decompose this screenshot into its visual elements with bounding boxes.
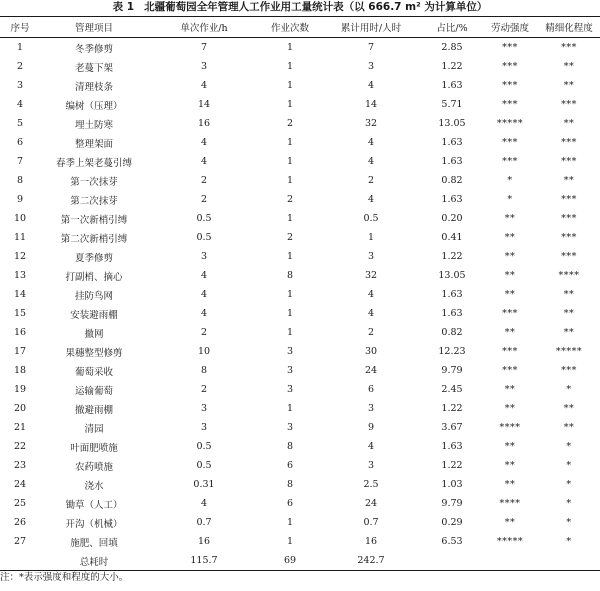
times-cell: 3: [286, 346, 294, 357]
total-hours-cell: 32: [364, 118, 378, 129]
refinement-cell: *: [566, 384, 572, 395]
unit-hours-cell: 0.7: [196, 517, 212, 528]
percent-cell: 6.53: [441, 536, 463, 547]
total-hours-cell: 6: [367, 384, 375, 395]
unit-hours-cell: 4: [200, 498, 208, 509]
refinement-cell: *: [566, 460, 572, 471]
unit-hours-cell: 16: [197, 118, 211, 129]
unit-hours-cell: 2: [200, 384, 208, 395]
table-row: [0, 418, 600, 437]
percent-cell: 1.63: [441, 289, 463, 300]
labor-intensity-cell: *****: [496, 118, 524, 129]
item-cell: 夏季修剪: [74, 252, 113, 264]
labor-intensity-cell: ***: [502, 61, 518, 72]
item-cell: 运输葡萄: [74, 385, 113, 397]
refinement-cell: *: [566, 517, 572, 528]
item-cell: 浇水: [84, 480, 104, 492]
refinement-cell: *: [566, 498, 572, 509]
unit-hours-cell: 0.5: [196, 460, 212, 471]
times-cell: 1: [286, 42, 294, 53]
serial-cell: 26: [13, 517, 27, 528]
table-row: [0, 304, 600, 323]
serial-cell: 14: [13, 289, 27, 300]
item-cell: 清园: [84, 423, 104, 435]
refinement-cell: ****: [558, 270, 580, 281]
labor-statistics-table: [0, 16, 600, 571]
unit-hours-cell: 4: [200, 80, 208, 91]
labor-intensity-cell: **: [504, 384, 516, 395]
refinement-cell: ***: [561, 365, 577, 376]
refinement-cell: *****: [555, 346, 583, 357]
labor-intensity-cell: *: [507, 194, 513, 205]
table-row: [0, 171, 600, 190]
refinement-cell: **: [563, 80, 575, 91]
total-refinement-cell: [538, 551, 600, 571]
refinement-cell: **: [563, 308, 575, 319]
serial-cell: 2: [16, 61, 24, 72]
serial-cell: 10: [13, 213, 27, 224]
labor-intensity-cell: ***: [502, 99, 518, 110]
labor-intensity-cell: **: [504, 289, 516, 300]
unit-hours-cell: 16: [197, 536, 211, 547]
times-cell: 1: [286, 289, 294, 300]
table-number: 表 1: [112, 1, 135, 13]
serial-cell: 3: [16, 80, 24, 91]
serial-cell: 17: [13, 346, 27, 357]
times-cell: 6: [286, 498, 294, 509]
total-hours-cell: 9: [367, 422, 375, 433]
refinement-cell: **: [563, 327, 575, 338]
item-cell: 清理枝条: [74, 81, 113, 93]
unit-hours-cell: 2: [200, 175, 208, 186]
times-cell: 3: [286, 422, 294, 433]
total-hours: 242.7: [320, 551, 422, 571]
total-hours-cell: 3: [367, 61, 375, 72]
times-cell: 1: [286, 99, 294, 110]
item-cell: 第二次新梢引缚: [60, 233, 128, 245]
refinement-cell: ***: [561, 232, 577, 243]
total-hours-cell: 2.5: [363, 479, 379, 490]
item-cell: 春季上架老蔓引缚: [55, 157, 132, 169]
item-cell: 挂防鸟网: [74, 290, 113, 302]
labor-intensity-cell: ***: [502, 308, 518, 319]
times-cell: 1: [286, 61, 294, 72]
times-cell: 1: [286, 251, 294, 262]
total-hours-cell: 4: [367, 289, 375, 300]
percent-cell: 2.45: [441, 384, 463, 395]
table-header-row: [0, 17, 600, 38]
percent-cell: 1.63: [441, 194, 463, 205]
serial-cell: 8: [16, 175, 24, 186]
labor-intensity-cell: *: [507, 175, 513, 186]
table-row: [0, 152, 600, 171]
total-hours-cell: 16: [364, 536, 378, 547]
unit-hours-cell: 2: [200, 327, 208, 338]
times-cell: 1: [286, 403, 294, 414]
times-cell: 8: [286, 479, 294, 490]
total-hours-cell: 2: [367, 175, 375, 186]
unit-hours-cell: 2: [200, 194, 208, 205]
times-cell: 1: [286, 137, 294, 148]
total-hours-cell: 0.7: [363, 517, 379, 528]
total-unit-hours: 115.7: [148, 551, 260, 571]
total-times: 69: [260, 551, 320, 571]
table-unit-note: （以 666.7 m² 为计算单位）: [343, 1, 488, 13]
item-cell: 第一次新梢引缚: [60, 214, 128, 226]
refinement-cell: ***: [561, 137, 577, 148]
unit-hours-cell: 0.5: [196, 441, 212, 452]
percent-cell: 1.63: [441, 156, 463, 167]
item-cell: 葡萄采收: [74, 366, 113, 378]
total-row: [0, 551, 600, 571]
percent-cell: 1.63: [441, 308, 463, 319]
unit-hours-cell: 3: [200, 61, 208, 72]
unit-hours-cell: 14: [197, 99, 211, 110]
refinement-cell: ***: [561, 99, 577, 110]
times-cell: 3: [286, 384, 294, 395]
labor-intensity-cell: ****: [499, 422, 521, 433]
refinement-cell: **: [563, 175, 575, 186]
times-cell: 1: [286, 308, 294, 319]
refinement-cell: ***: [561, 251, 577, 262]
total-hours-cell: 14: [364, 99, 378, 110]
table-row: [0, 76, 600, 95]
times-cell: 2: [286, 232, 294, 243]
serial-cell: 20: [13, 403, 27, 414]
total-percent-cell: [422, 551, 482, 571]
unit-hours-cell: 4: [200, 137, 208, 148]
times-cell: 2: [286, 118, 294, 129]
table-row: [0, 532, 600, 551]
labor-intensity-cell: **: [504, 213, 516, 224]
table-row: [0, 494, 600, 513]
item-cell: 埋土防寒: [74, 119, 113, 131]
table-row: [0, 456, 600, 475]
labor-intensity-cell: **: [504, 479, 516, 490]
table-row: [0, 95, 600, 114]
item-cell: 果穗整型修剪: [65, 347, 123, 359]
header-total-hours: 累计用时/人时: [320, 17, 422, 38]
percent-cell: 1.63: [441, 137, 463, 148]
times-cell: 1: [286, 156, 294, 167]
total-hours-cell: 4: [367, 441, 375, 452]
refinement-cell: ***: [561, 213, 577, 224]
refinement-cell: **: [563, 61, 575, 72]
serial-cell: 11: [13, 232, 27, 243]
percent-cell: 1.22: [441, 251, 463, 262]
serial-cell: 19: [13, 384, 27, 395]
labor-intensity-cell: ***: [502, 365, 518, 376]
serial-cell: 6: [16, 137, 24, 148]
item-cell: 打副梢、摘心: [65, 271, 123, 283]
item-cell: 整理架面: [74, 138, 113, 150]
percent-cell: 13.05: [438, 270, 466, 281]
total-hours-cell: 24: [364, 365, 378, 376]
labor-intensity-cell: ****: [499, 498, 521, 509]
table-row: [0, 209, 600, 228]
total-hours-cell: 4: [367, 80, 375, 91]
percent-cell: 13.05: [438, 118, 466, 129]
labor-intensity-cell: **: [504, 460, 516, 471]
times-cell: 1: [286, 327, 294, 338]
labor-intensity-cell: **: [504, 251, 516, 262]
unit-hours-cell: 8: [200, 365, 208, 376]
table-row: [0, 114, 600, 133]
unit-hours-cell: 4: [200, 270, 208, 281]
total-hours-cell: 4: [367, 308, 375, 319]
serial-cell: 12: [13, 251, 27, 262]
refinement-cell: **: [563, 118, 575, 129]
table-row: [0, 437, 600, 456]
serial-cell: 7: [16, 156, 24, 167]
percent-cell: 9.79: [441, 498, 463, 509]
times-cell: 1: [286, 175, 294, 186]
percent-cell: 0.29: [441, 517, 463, 528]
table-row: [0, 38, 600, 58]
serial-cell: 23: [13, 460, 27, 471]
percent-cell: 3.67: [441, 422, 463, 433]
serial-cell: 4: [16, 99, 24, 110]
unit-hours-cell: 0.5: [196, 213, 212, 224]
times-cell: 6: [286, 460, 294, 471]
labor-intensity-cell: **: [504, 327, 516, 338]
unit-hours-cell: 0.31: [193, 479, 215, 490]
item-cell: 撤网: [84, 328, 104, 340]
table-row: [0, 247, 600, 266]
times-cell: 2: [286, 194, 294, 205]
table-row: [0, 342, 600, 361]
table-row: [0, 57, 600, 76]
header-refinement: 精细化程度: [538, 17, 600, 38]
table-row: [0, 513, 600, 532]
table-row: [0, 190, 600, 209]
times-cell: 1: [286, 517, 294, 528]
table-row: [0, 475, 600, 494]
item-cell: 撤避雨棚: [74, 404, 113, 416]
unit-hours-cell: 3: [200, 403, 208, 414]
percent-cell: 1.63: [441, 441, 463, 452]
table-row: [0, 399, 600, 418]
unit-hours-cell: 4: [200, 289, 208, 300]
labor-intensity-cell: ***: [502, 42, 518, 53]
total-hours-cell: 7: [367, 42, 375, 53]
times-cell: 1: [286, 213, 294, 224]
total-hours-cell: 3: [367, 403, 375, 414]
header-item: 管理项目: [40, 17, 148, 38]
total-hours-cell: 4: [367, 194, 375, 205]
header-times: 作业次数: [260, 17, 320, 38]
refinement-cell: *: [566, 441, 572, 452]
percent-cell: 0.41: [441, 232, 463, 243]
unit-hours-cell: 10: [197, 346, 211, 357]
item-cell: 第一次抹芽: [70, 176, 118, 188]
total-labor-cell: [482, 551, 538, 571]
table-row: [0, 266, 600, 285]
refinement-cell: ***: [561, 156, 577, 167]
unit-hours-cell: 4: [200, 156, 208, 167]
total-hours-cell: 3: [367, 460, 375, 471]
total-hours-cell: 4: [367, 156, 375, 167]
table-row: [0, 228, 600, 247]
item-cell: 叶面肥喷施: [70, 442, 118, 454]
table-caption: [0, 0, 600, 15]
refinement-cell: *: [566, 479, 572, 490]
refinement-cell: **: [563, 422, 575, 433]
serial-cell: 22: [13, 441, 27, 452]
labor-intensity-cell: ***: [502, 156, 518, 167]
serial-cell: 15: [13, 308, 27, 319]
labor-intensity-cell: **: [504, 517, 516, 528]
unit-hours-cell: 4: [200, 308, 208, 319]
total-hours-cell: 1: [367, 232, 375, 243]
table-body: [0, 38, 600, 571]
times-cell: 1: [286, 80, 294, 91]
item-cell: 锄草（人工）: [65, 499, 123, 511]
serial-cell: 21: [13, 422, 27, 433]
table-row: [0, 133, 600, 152]
unit-hours-cell: 3: [200, 251, 208, 262]
total-hours-cell: 24: [364, 498, 378, 509]
table-footnote: 注：*表示强度和程度的大小。: [0, 572, 129, 583]
header-unit-hours: 单次作业/h: [148, 17, 260, 38]
item-cell: 开沟（机械）: [65, 518, 123, 530]
item-cell: 冬季修剪: [74, 43, 113, 55]
total-hours-cell: 4: [367, 137, 375, 148]
serial-cell: 27: [13, 536, 27, 547]
percent-cell: 1.22: [441, 460, 463, 471]
labor-intensity-cell: **: [504, 270, 516, 281]
serial-cell: 1: [16, 42, 24, 53]
item-cell: 第二次抹芽: [70, 195, 118, 207]
unit-hours-cell: 0.5: [196, 232, 212, 243]
total-hours-cell: 2: [367, 327, 375, 338]
header-labor-intensity: 劳动强度: [482, 17, 538, 38]
item-cell: 安装避雨棚: [70, 309, 118, 321]
header-serial: 序号: [0, 17, 40, 38]
refinement-cell: **: [563, 403, 575, 414]
times-cell: 8: [286, 441, 294, 452]
total-serial-cell: [0, 551, 40, 571]
percent-cell: 12.23: [438, 346, 466, 357]
table-row: [0, 361, 600, 380]
times-cell: 1: [286, 536, 294, 547]
table-title: 北疆葡萄园全年管理人工作业用工量统计表: [144, 1, 344, 13]
total-label: 总耗时: [40, 551, 148, 571]
total-hours-cell: 3: [367, 251, 375, 262]
unit-hours-cell: 3: [200, 422, 208, 433]
item-cell: 施肥、回填: [70, 537, 118, 549]
table-row: [0, 380, 600, 399]
refinement-cell: ***: [561, 42, 577, 53]
labor-intensity-cell: **: [504, 403, 516, 414]
serial-cell: 25: [13, 498, 27, 509]
percent-cell: 2.85: [441, 42, 463, 53]
unit-hours-cell: 7: [200, 42, 208, 53]
refinement-cell: *: [566, 536, 572, 547]
percent-cell: 1.03: [441, 479, 463, 490]
item-cell: 老蔓下架: [74, 62, 113, 74]
refinement-cell: **: [563, 289, 575, 300]
labor-intensity-cell: ***: [502, 80, 518, 91]
refinement-cell: ***: [561, 194, 577, 205]
header-percent: 占比/%: [422, 17, 482, 38]
total-hours-cell: 30: [364, 346, 378, 357]
total-hours-cell: 32: [364, 270, 378, 281]
labor-intensity-cell: *****: [496, 536, 524, 547]
table-row: [0, 323, 600, 342]
item-cell: 编树（压理）: [65, 100, 123, 112]
percent-cell: 5.71: [441, 99, 463, 110]
serial-cell: 5: [16, 118, 24, 129]
times-cell: 3: [286, 365, 294, 376]
percent-cell: 9.79: [441, 365, 463, 376]
item-cell: 农药喷施: [74, 461, 113, 473]
table-row: [0, 285, 600, 304]
times-cell: 8: [286, 270, 294, 281]
labor-intensity-cell: ***: [502, 137, 518, 148]
labor-intensity-cell: **: [504, 232, 516, 243]
serial-cell: 24: [13, 479, 27, 490]
percent-cell: 1.22: [441, 403, 463, 414]
percent-cell: 0.82: [441, 175, 463, 186]
percent-cell: 1.22: [441, 61, 463, 72]
serial-cell: 9: [16, 194, 24, 205]
percent-cell: 0.20: [441, 213, 463, 224]
labor-intensity-cell: ***: [502, 346, 518, 357]
labor-intensity-cell: **: [504, 441, 516, 452]
percent-cell: 1.63: [441, 80, 463, 91]
serial-cell: 13: [13, 270, 27, 281]
serial-cell: 18: [13, 365, 27, 376]
serial-cell: 16: [13, 327, 27, 338]
total-hours-cell: 0.5: [363, 213, 379, 224]
percent-cell: 0.82: [441, 327, 463, 338]
